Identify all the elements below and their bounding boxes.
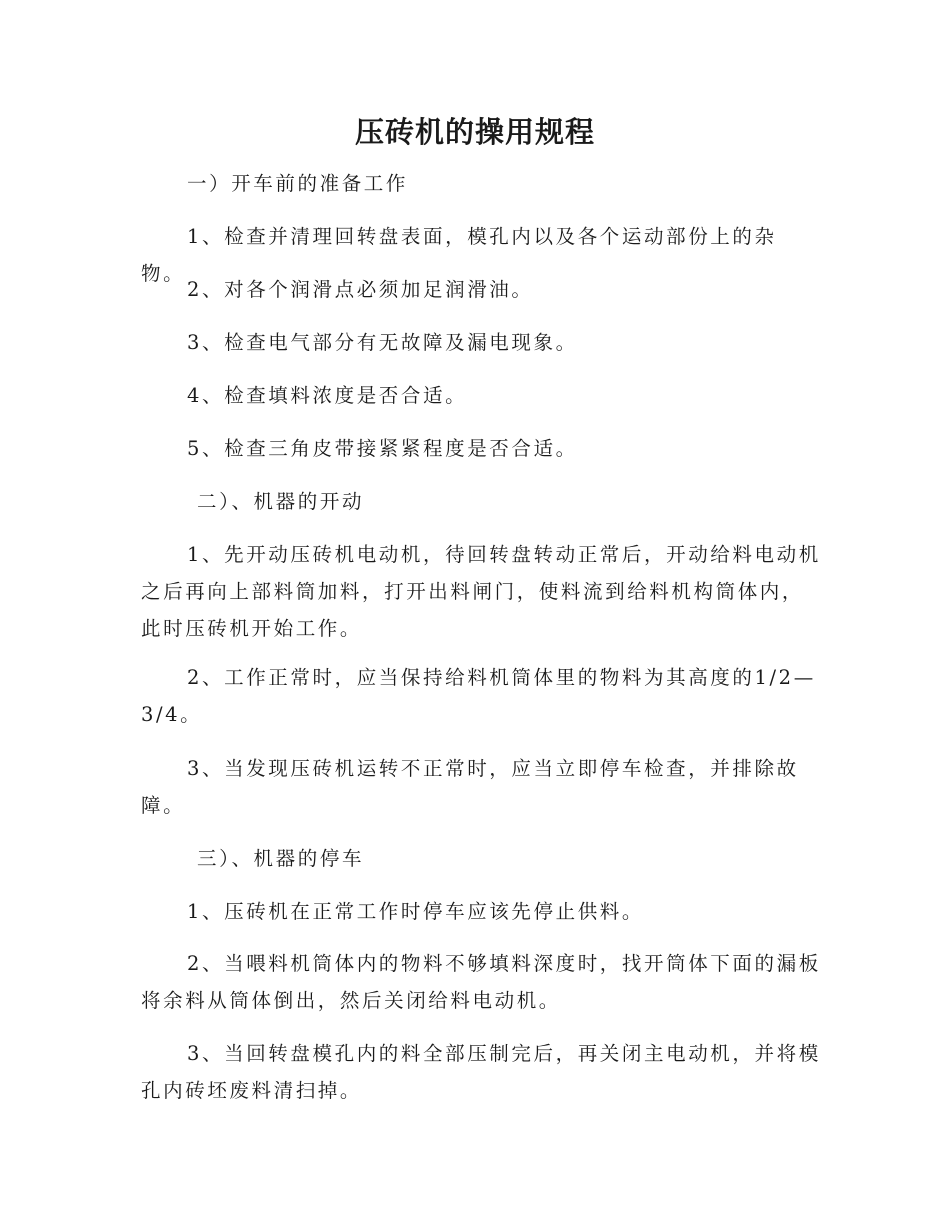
section3-item-2-line-1: 2、当喂料机筒体内的物料不够填料深度时，找开筒体下面的漏板 <box>187 952 821 975</box>
section1-item-3: 3、检查电气部分有无故障及漏电现象。 <box>187 331 578 354</box>
section2-item-1-line-3: 此时压砖机开始工作。 <box>141 617 363 640</box>
section2-heading: 二）、机器的开动 <box>197 490 365 513</box>
document-title: 压砖机的操用规程 <box>354 115 595 149</box>
section3-item-1: 1、压砖机在正常工作时停车应该先停止供料。 <box>187 900 645 923</box>
section1-heading: 一）开车前的准备工作 <box>187 172 409 195</box>
section2-item-1 <box>141 536 821 647</box>
section2-item-2-line-1: 2、工作正常时，应当保持给料机筒体里的物料为其高度的1/2— <box>187 666 816 689</box>
section1-item-5: 5、检查三角皮带接紧紧程度是否合适。 <box>187 437 578 460</box>
section1-item-2: 2、对各个润滑点必须加足润滑油。 <box>187 278 534 301</box>
section2-item-2-line-2: 3/4。 <box>141 703 203 726</box>
section2-item-2 <box>141 659 816 733</box>
section2-item-1-line-2: 之后再向上部料筒加料，打开出料闸门，使料流到给料机构筒体内， <box>141 580 805 603</box>
section3-item-3 <box>141 1035 821 1109</box>
section3-heading: 三）、机器的停车 <box>197 847 365 870</box>
section1-item-4: 4、检查填料浓度是否合适。 <box>187 384 468 407</box>
section3-item-2-line-2: 将余料从筒体倒出，然后关闭给料电动机。 <box>141 989 561 1012</box>
section3-item-2 <box>141 945 821 1019</box>
section2-item-1-line-1: 1、先开动压砖机电动机，待回转盘转动正常后，开动给料电动机 <box>187 543 821 566</box>
section2-item-3-line-1: 3、当发现压砖机运转不正常时，应当立即停车检查，并排除故 <box>187 757 799 780</box>
section3-item-3-line-2: 孔内砖坯废料清扫掉。 <box>141 1079 363 1102</box>
section1-item-1: 1、检查并清理回转盘表面，模孔内以及各个运动部份上的杂物。 <box>141 225 777 285</box>
section3-item-3-line-1: 3、当回转盘模孔内的料全部压制完后，再关闭主电动机，并将模 <box>187 1042 821 1065</box>
section2-item-3 <box>141 750 813 824</box>
section2-item-3-line-2: 障。 <box>141 794 186 817</box>
